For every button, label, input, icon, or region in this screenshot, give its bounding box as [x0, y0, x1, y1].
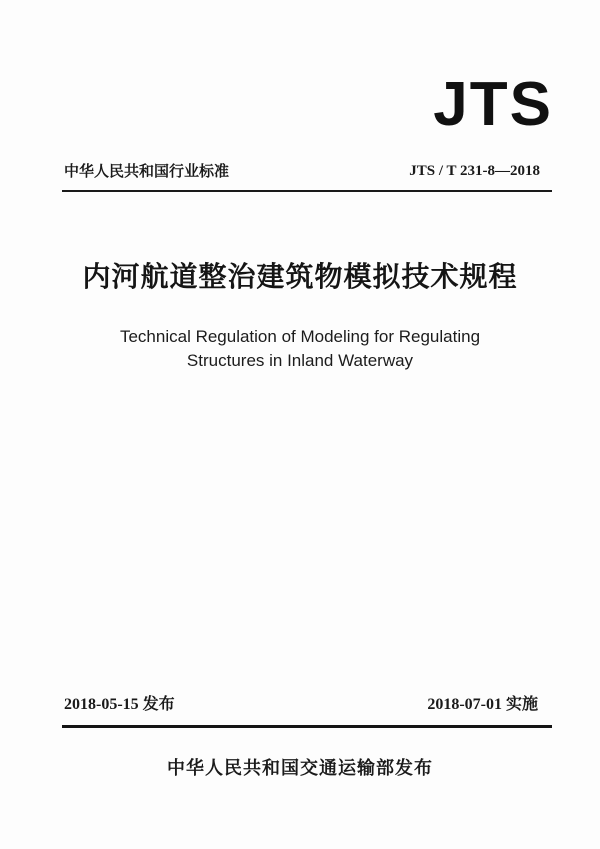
implementation-date: 2018-07-01 实施 [427, 696, 538, 713]
publisher: 中华人民共和国交通运输部发布 [167, 758, 433, 779]
title-english-line2: Structures in Inland Waterway [186, 351, 414, 370]
footer-divider [62, 725, 552, 728]
standard-code: JTS / T 231-8—2018 [409, 163, 540, 179]
title-english-line1: Technical Regulation of Modeling for Regulating [119, 327, 481, 346]
standard-type: 中华人民共和国行业标准 [64, 162, 230, 180]
jts-logo: JTS [433, 70, 553, 139]
header-divider [62, 190, 552, 192]
title-chinese: 内河航道整治建筑物模拟技术规程 [82, 260, 518, 293]
release-date: 2018-05-15 发布 [64, 696, 175, 713]
